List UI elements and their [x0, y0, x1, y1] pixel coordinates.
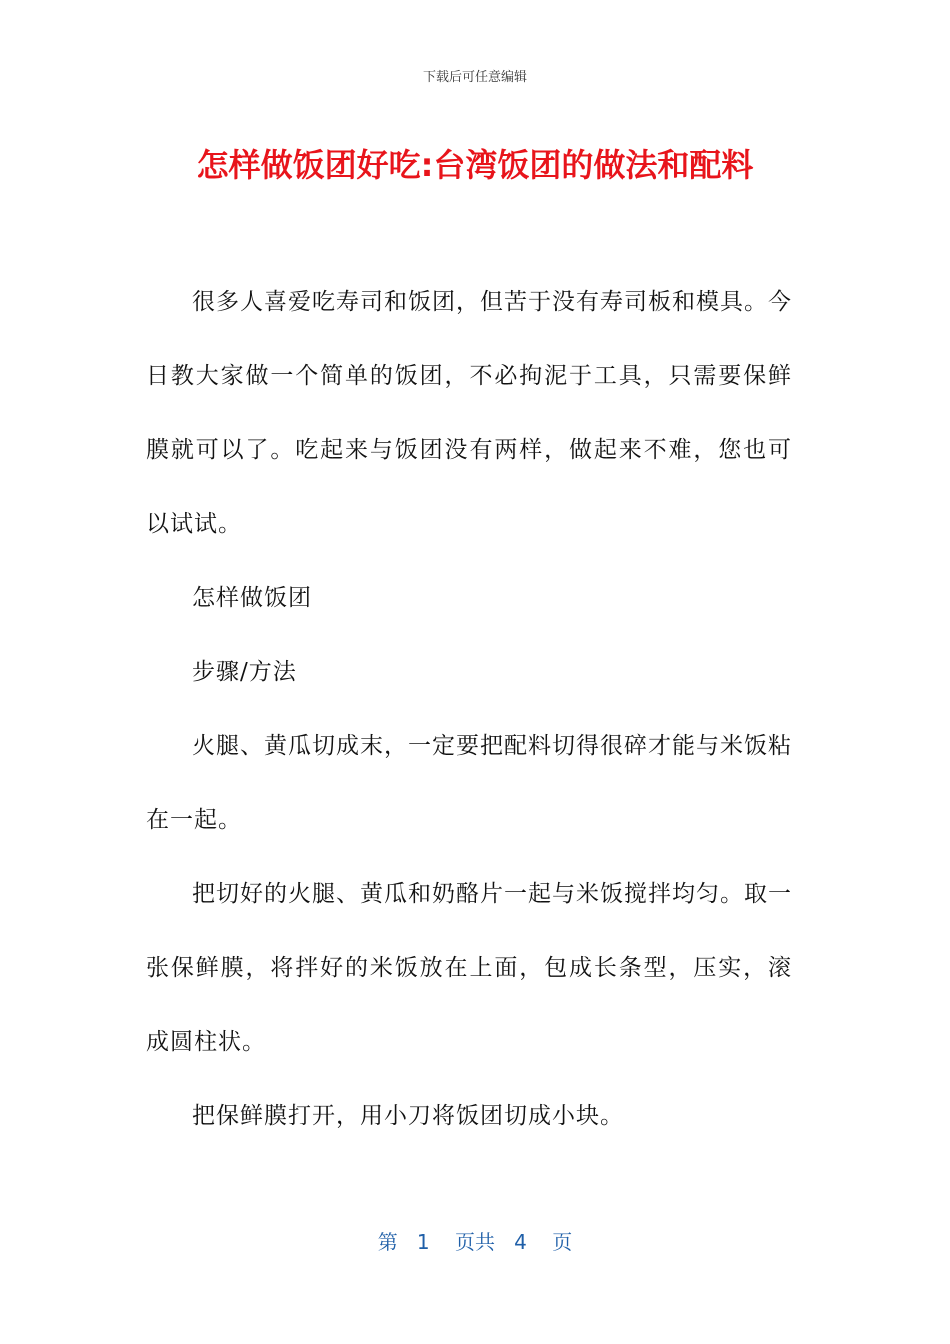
paragraph-heading-steps: 步骤/方法	[192, 659, 297, 685]
footer-page-number: 1	[416, 1230, 430, 1254]
paragraph-intro: 很多人喜爱吃寿司和饭团，但苦于没有寿司板和模具。今日教大家做一个简单的饭团，不必拘泥于工具，只需要保鲜膜就可以了。吃起来与饭团没有两样，做起来不难，您也可以试试。	[146, 289, 792, 537]
document-title: 怎样做饭团好吃:台湾饭团的做法和配料	[196, 146, 754, 184]
footer-page-middle: 页共	[455, 1230, 495, 1254]
header-note: 下载后可任意编辑	[422, 70, 527, 85]
paragraph-step-2: 把切好的火腿、黄瓜和奶酪片一起与米饭搅拌均匀。取一张保鲜膜，将拌好的米饭放在上面，包成长条型，压实，滚成圆柱状。	[146, 881, 792, 1055]
paragraph-step-3: 把保鲜膜打开，用小刀将饭团切成小块。	[192, 1103, 624, 1129]
footer-page-prefix: 第	[377, 1230, 398, 1254]
paragraph-heading-how-to: 怎样做饭团	[192, 585, 312, 611]
footer-page-suffix: 页	[552, 1230, 573, 1254]
paragraph-step-1: 火腿、黄瓜切成末，一定要把配料切得很碎才能与米饭粘在一起。	[146, 733, 792, 833]
page-footer	[0, 1226, 950, 1255]
document-body	[146, 265, 792, 1153]
footer-page-total: 4	[514, 1230, 527, 1254]
